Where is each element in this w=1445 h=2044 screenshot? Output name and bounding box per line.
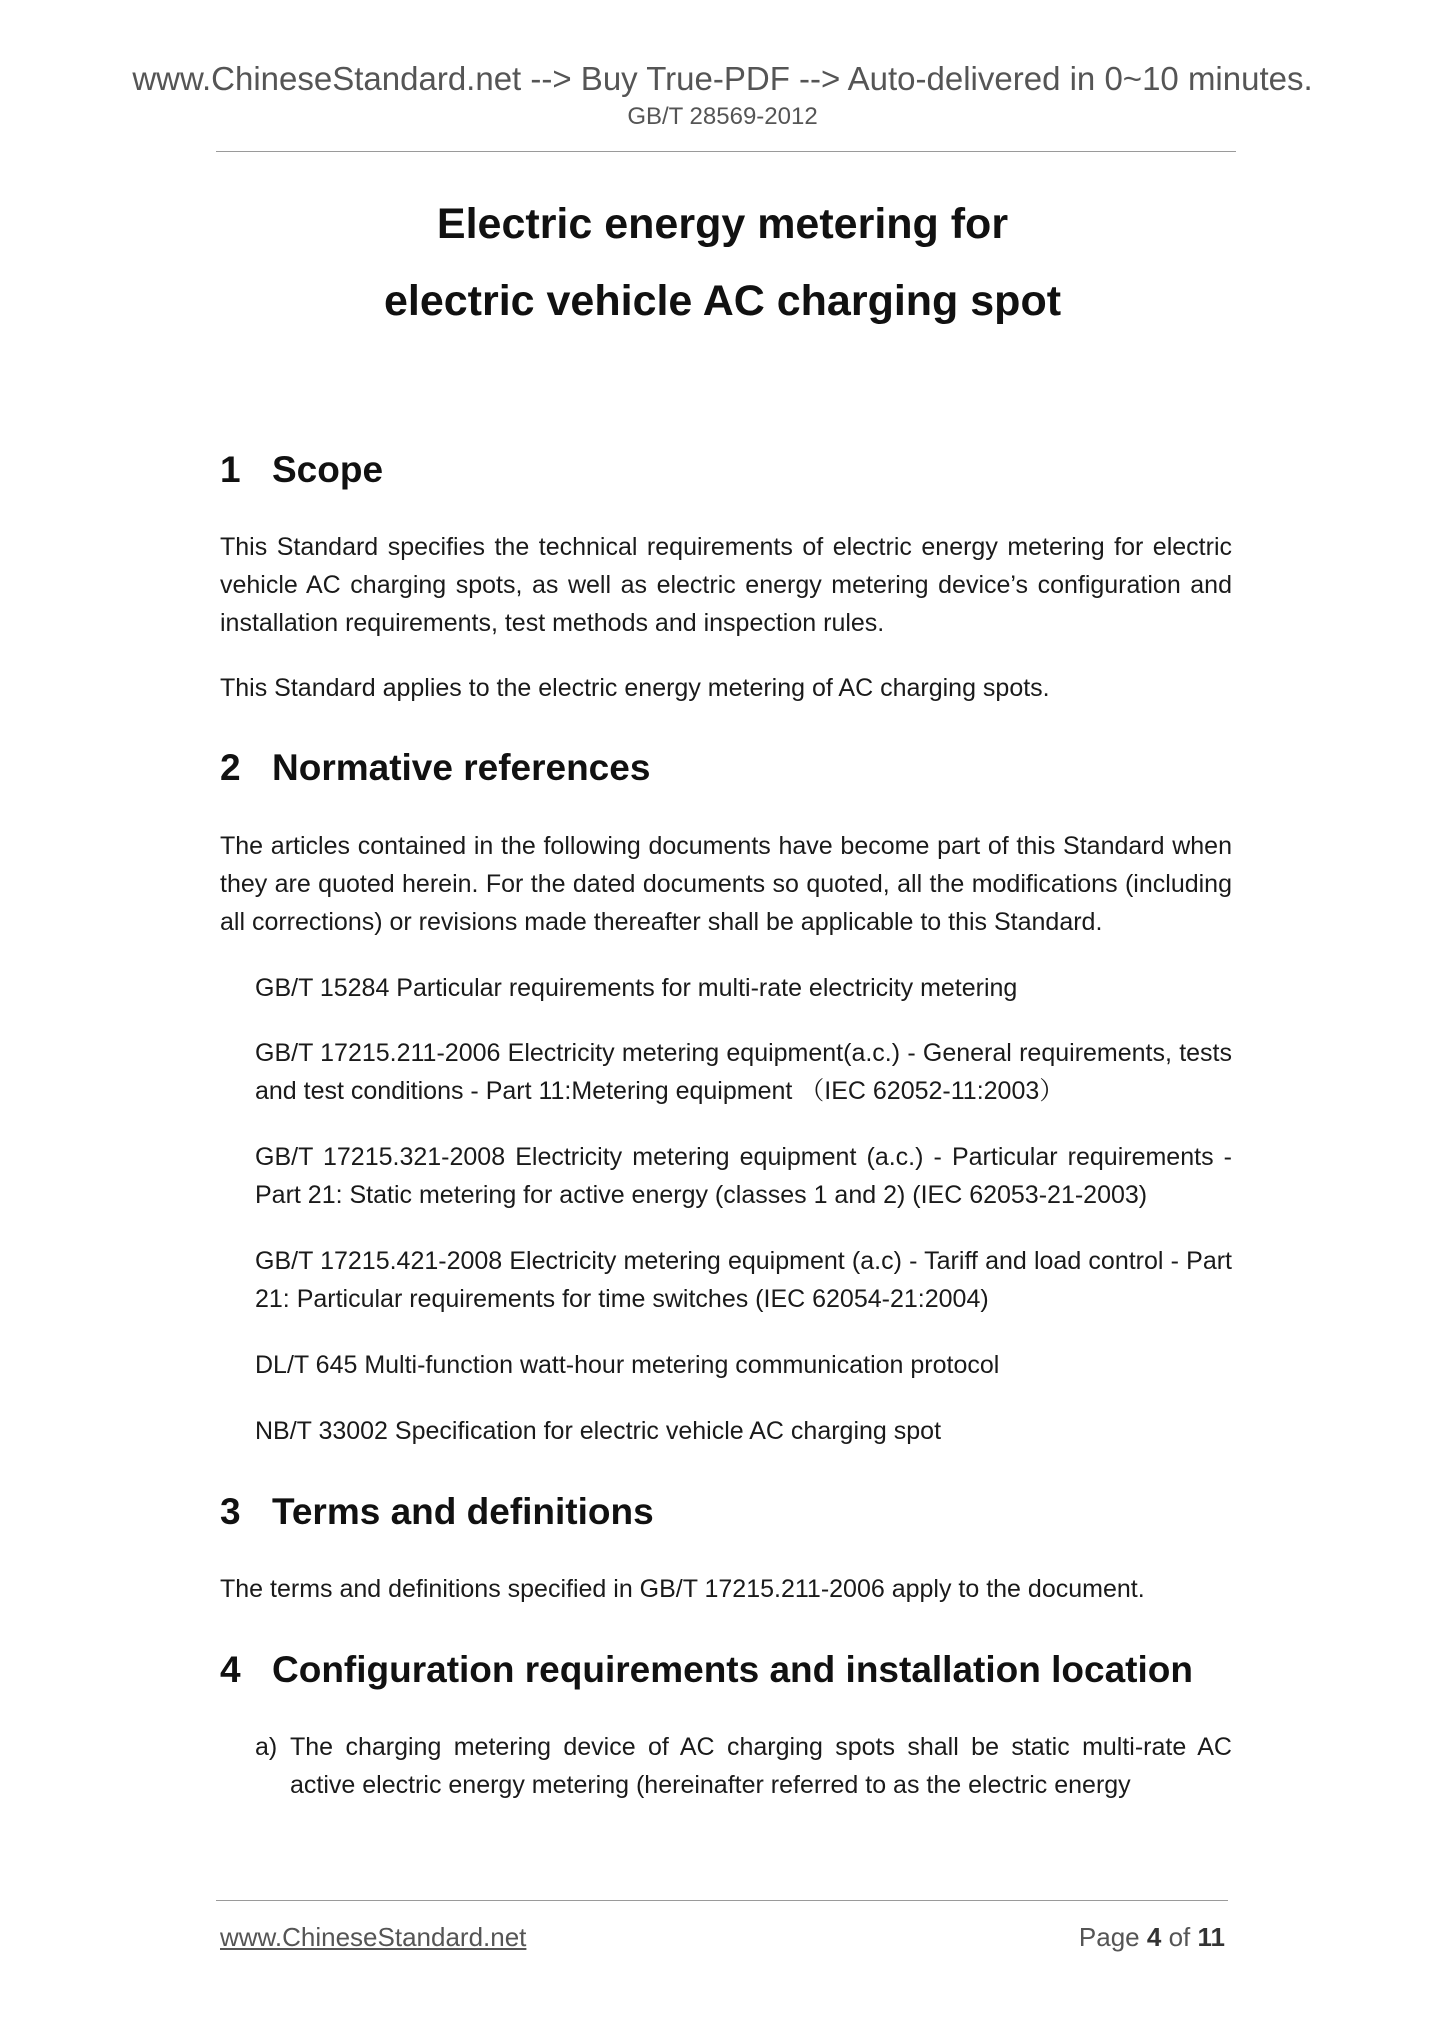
- section-title: Terms and definitions: [272, 1491, 654, 1532]
- section-number: 2: [220, 747, 241, 788]
- normative-intro-paragraph: The articles contained in the following documents have become part of this Standard when they are quoted herein. For the dated documents so quoted, all the modifications (including all corrections) or revisions made thereafter shall be applicable to this Standard.: [220, 832, 1232, 936]
- terms-paragraph: The terms and definitions specified in GB/T 17215.211-2006 apply to the document.: [220, 1575, 1145, 1603]
- document-body: [220, 446, 1232, 1804]
- footer-divider: [216, 1900, 1228, 1901]
- section-title: Scope: [272, 449, 384, 490]
- scope-paragraph-1: This Standard specifies the technical requirements of electric energy metering for electric vehicle AC charging spots, as well as electric energy metering device’s configuration and installation requirements, test methods and inspection rules.: [220, 533, 1232, 637]
- section-number: 1: [220, 449, 241, 490]
- reference-item: NB/T 33002 Specification for electric vehicle AC charging spot: [255, 1417, 942, 1445]
- list-item-text: The charging metering device of AC charging spots shall be static multi-rate AC active electric energy metering (hereinafter referred to as the electric energy: [290, 1733, 1232, 1799]
- title-line-1: Electric energy metering for: [436, 200, 1009, 248]
- section-heading-configuration-requirements: [220, 1646, 1232, 1694]
- page-number: [1000, 1920, 1225, 1954]
- header-divider: [216, 151, 1236, 152]
- scope-paragraph-2: This Standard applies to the electric energy metering of AC charging spots.: [220, 674, 1050, 702]
- current-page: 4: [1146, 1922, 1162, 1952]
- footer-site-link[interactable]: www.ChineseStandard.net: [220, 1922, 527, 1952]
- configuration-list-item: [255, 1728, 1232, 1804]
- section-heading-normative-references: [220, 744, 1232, 792]
- title-line-2: electric vehicle AC charging spot: [383, 277, 1062, 325]
- section-heading-terms-and-definitions: [220, 1488, 1232, 1536]
- section-heading-scope: [220, 446, 1232, 494]
- section-title: Configuration requirements and installation location: [272, 1649, 1193, 1690]
- total-pages: 11: [1197, 1922, 1225, 1952]
- reference-item: GB/T 17215.321-2008 Electricity metering equipment (a.c.) - Particular requirements - Part 21: Static metering for active energy (classes 1 and 2) (IEC 62053-21-2003): [255, 1143, 1232, 1209]
- reference-item: GB/T 17215.421-2008 Electricity metering equipment (a.c) - Tariff and load control - Part 21: Particular requirements for time switches (IEC 62054-21:2004): [255, 1247, 1232, 1313]
- reference-item: GB/T 15284 Particular requirements for multi-rate electricity metering: [255, 974, 1018, 1002]
- document-title: [0, 186, 1445, 340]
- page-header: [0, 58, 1445, 134]
- standard-code: GB/T 28569-2012: [627, 103, 818, 130]
- section-number: 4: [220, 1649, 241, 1690]
- page-of-label: of: [1168, 1922, 1191, 1952]
- page-label: Page: [1078, 1922, 1140, 1952]
- reference-item: DL/T 645 Multi-function watt-hour metering communication protocol: [255, 1351, 1000, 1379]
- list-marker: a): [255, 1733, 278, 1761]
- section-title: Normative references: [272, 747, 651, 788]
- section-number: 3: [220, 1491, 241, 1532]
- reference-item: GB/T 17215.211-2006 Electricity metering equipment(a.c.) - General requirements, tests and test conditions - Part 11:Metering equipment （IEC 62052-11:2003）: [255, 1039, 1232, 1105]
- header-banner[interactable]: www.ChineseStandard.net --> Buy True-PDF --> Auto-delivered in 0~10 minutes.: [132, 60, 1313, 97]
